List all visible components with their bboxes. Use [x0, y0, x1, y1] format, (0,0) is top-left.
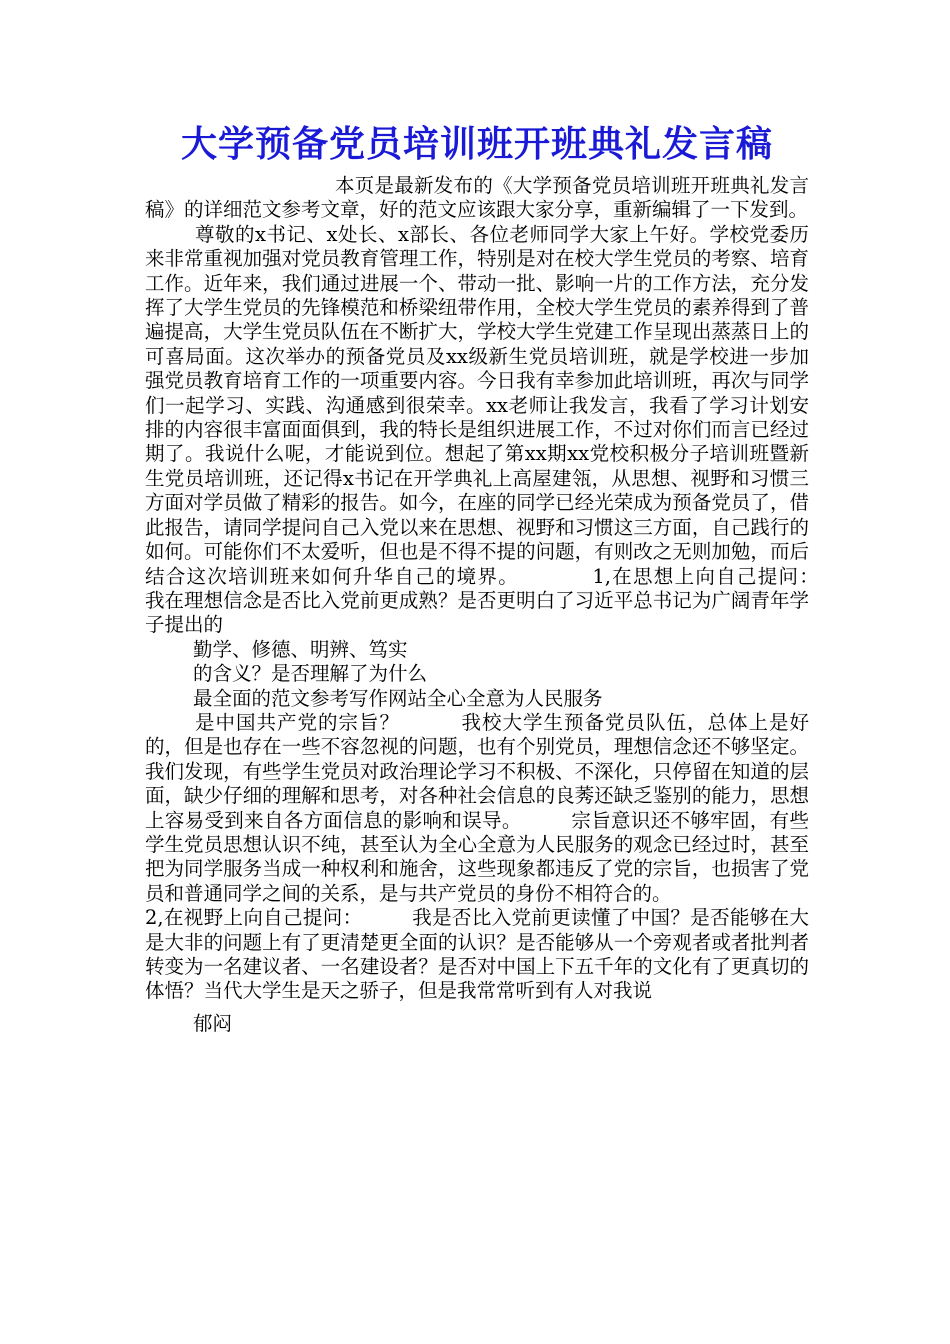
intro-paragraph: 本页是最新发布的《大学预备党员培训班开班典礼发言稿》的详细范文参考文章，好的范文应该跟大家分享，重新编辑了一下发到。: [145, 174, 809, 222]
body-paragraph-1: 尊敬的x书记、x处长、x部长、各位老师同学大家上午好。学校党委历来非常重视加强对党员教育管理工作，特别是对在校大学生党员的考察、培育工作。近年来，我们通过进展一个、带动一批、影响一片的工作方法，充分发挥了大学生党员的先锋模范和桥梁纽带作用，全校大学生党员的素养得到了普遍提高，大学生党员队伍在不断扩大，学校大学生党建工作呈现出蒸蒸日上的可喜局面。这次举办的预备党员及xx级新生党员培训班，就是学校进一步加强党员教育培育工作的一项重要内容。今日我有幸参加此培训班，再次与同学们一起学习、实践、沟通感到很荣幸。xx老师让我发言，我看了学习计划安排的内容很丰富面面俱到，我的特长是组织进展工作，不过对你们而言已经过期了。我说什么呢，才能说到位。想起了第xx期xx党校积极分子培训班暨新生党员培训班，还记得x书记在开学典礼上高屋建瓴，从思想、视野和习惯三方面对学员做了精彩的报告。如今，在座的同学已经光荣成为预备党员了，借此报告，请同学提问自己入党以来在思想、视野和习惯这三方面，自己践行的如何。可能你们不太爱听，但也是不得不提的问题，有则改之无则加勉，而后结合这次培训班来如何升华自己的境界。 1,在思想上向自己提问： 我在理想信念是否比入党前更成熟？是否更明白了习近平总书记为广阔青年学子提出的: [145, 222, 868, 637]
document-title: 大学预备党员培训班开班典礼发言稿: [180, 124, 773, 165]
body-line-2: 的含义？是否理解了为什么: [193, 662, 428, 686]
document-page: [145, 122, 868, 1036]
body-paragraph-3: 2,在视野上向自己提问： 我是否比入党前更读懂了中国？是否能够在大是大非的问题上有了更清楚更全面的认识？是否能够从一个旁观者或者批判者转变为一名建议者、一名建设者？是否对中国上下五千年的文化有了更真切的体悟？当代大学生是天之骄子，但是我常常听到有人对我说: [145, 906, 809, 1003]
body-paragraph-2: 是中国共产党的宗旨？ 我校大学生预备党员队伍，总体上是好的，但是也存在一些不容忽视的问题，也有个别党员，理想信念还不够坚定。我们发现，有些学生党员对政治理论学习不积极、不深化，只停留在知道的层面，缺少仔细的理解和思考，对各种社会信息的良莠还缺乏鉴别的能力，思想上容易受到来自各方面信息的影响和误导。 宗旨意识还不够牢固，有些学生党员思想认识不纯，甚至认为全心全意为人民服务的观念已经过时，甚至把为同学服务当成一种权利和施舍，这些现象都违反了党的宗旨，也损害了党员和普通同学之间的关系，是与共产党员的身份不相符合的。: [145, 710, 809, 905]
body-line-3: 最全面的范文参考写作网站全心全意为人民服务: [193, 686, 603, 710]
body-line-last: 郁闷: [193, 1011, 233, 1035]
body-line-1: 勤学、修德、明辨、笃实: [193, 637, 408, 661]
